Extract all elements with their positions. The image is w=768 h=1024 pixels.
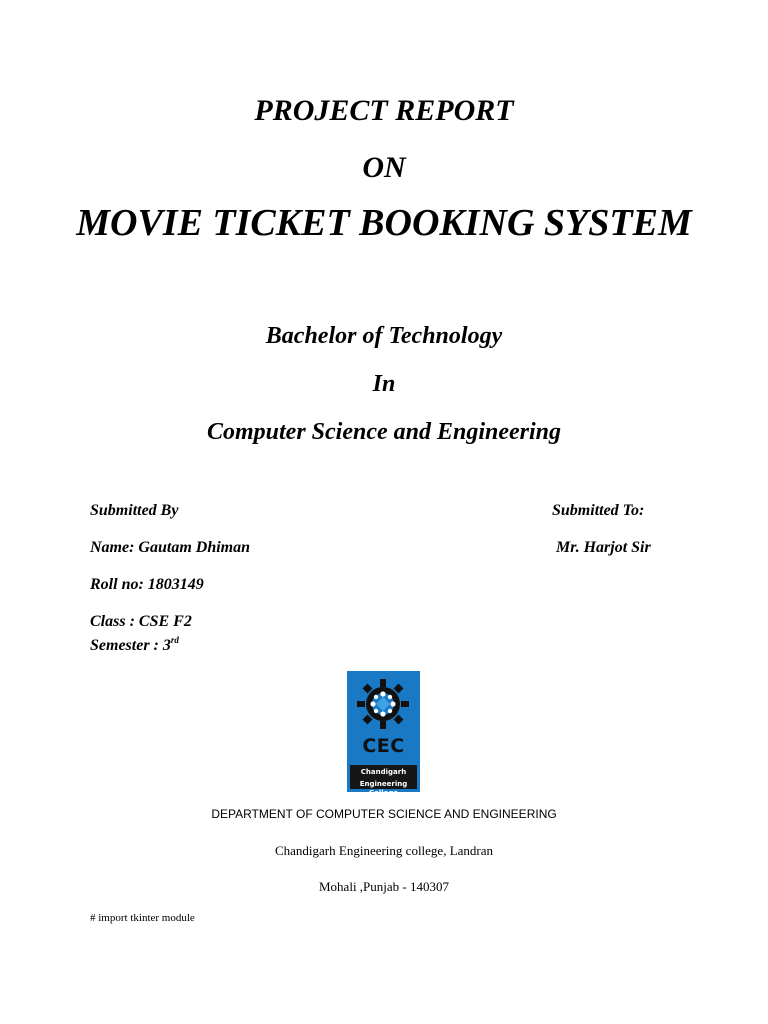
logo-band-line1: Chandigarh: [360, 768, 407, 776]
logo-abbreviation: CEC: [362, 735, 405, 757]
class-info: Class : CSE F2: [90, 613, 192, 630]
department-name: DEPARTMENT OF COMPUTER SCIENCE AND ENGINEERING: [211, 807, 557, 821]
semester-ordinal: rd: [170, 635, 179, 645]
college-name: Chandigarh Engineering college, Landran: [274, 843, 494, 858]
college-logo: [347, 671, 420, 797]
in-label: In: [372, 371, 396, 397]
guide-name: Mr. Harjot Sir: [556, 539, 651, 556]
logo-band-line2: Engineering College: [359, 780, 408, 797]
college-address: Mohali ,Punjab - 140307: [319, 879, 449, 894]
on-label: ON: [362, 151, 406, 184]
degree-branch: Computer Science and Engineering: [206, 419, 562, 445]
roll-number: Roll no: 1803149: [90, 576, 204, 593]
student-name: Name: Gautam Dhiman: [90, 539, 251, 556]
semester-text: Semester : 3: [90, 637, 171, 654]
degree-program: Bachelor of Technology: [265, 323, 503, 349]
project-title: MOVIE TICKET BOOKING SYSTEM: [76, 202, 692, 244]
semester-info: [90, 637, 179, 655]
report-heading: PROJECT REPORT: [254, 94, 514, 127]
logo-band: [350, 765, 417, 797]
gear-emblem-icon: [353, 677, 413, 731]
submitted-by-label: Submitted By: [90, 502, 179, 519]
code-comment: # import tkinter module: [90, 912, 195, 924]
submitted-to-label: Submitted To:: [552, 502, 645, 519]
